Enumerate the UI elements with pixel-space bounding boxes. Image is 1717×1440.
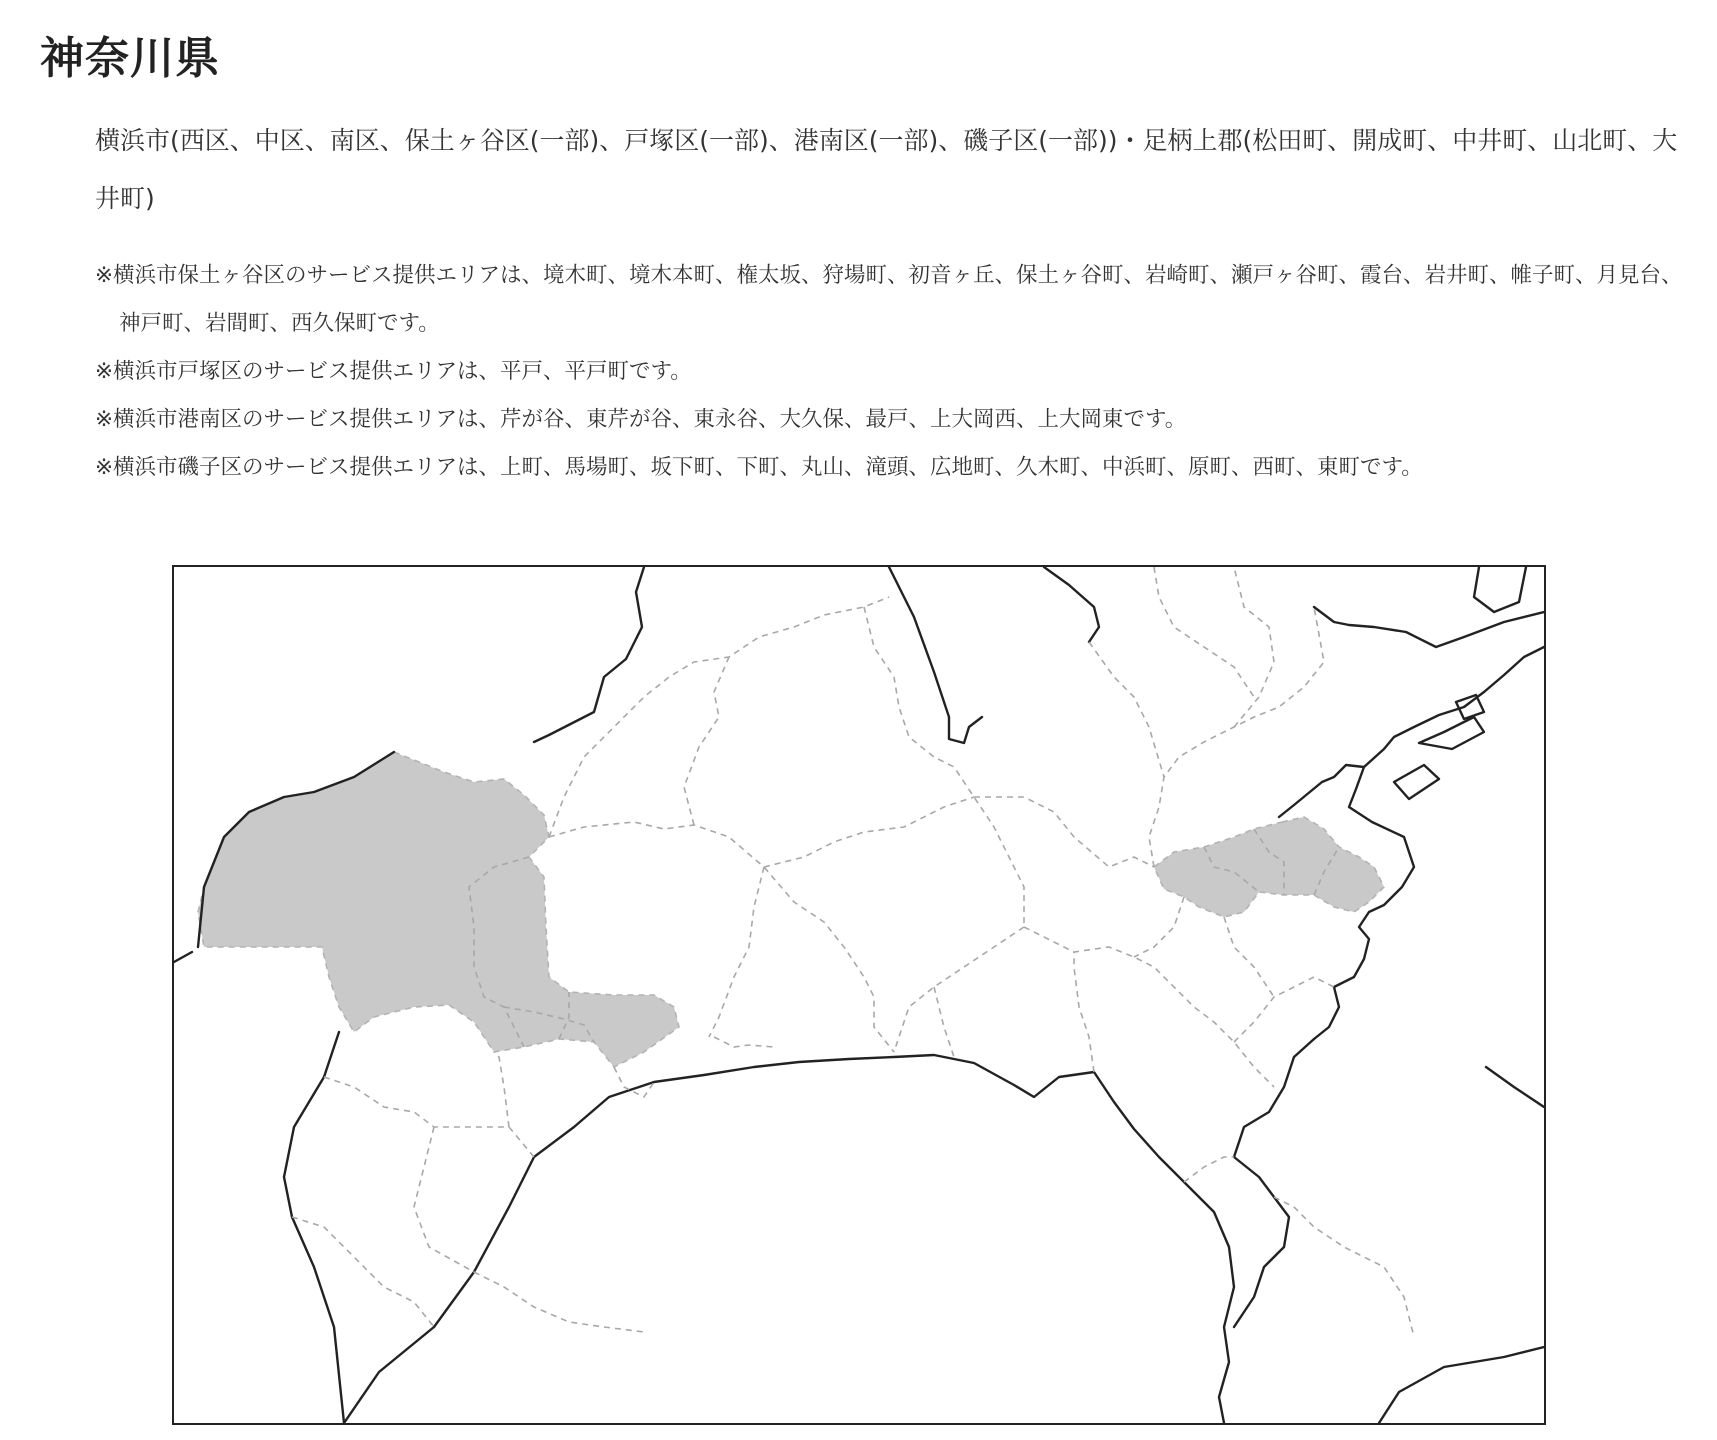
- service-area-description: 横浜市(西区、中区、南区、保土ヶ谷区(一部)、戸塚区(一部)、港南区(一部)、磯子区(一部))・足柄上郡(松田町、開成町、中井町、山北町、大井町): [95, 126, 1678, 213]
- sagami-bay-coastline: [344, 1055, 1234, 1423]
- highlight-region-ashigarakami: [198, 752, 679, 1067]
- municipal-border-3: [684, 657, 729, 825]
- west-prefecture-line: [284, 1032, 344, 1423]
- east-island-line: [1486, 1067, 1544, 1107]
- municipal-border-15: [1234, 977, 1334, 1042]
- municipal-border-22: [494, 1052, 509, 1127]
- kanagawa-map-svg: [174, 567, 1544, 1423]
- municipal-border-5: [709, 867, 764, 1037]
- municipal-border-9: [894, 927, 1024, 1052]
- yokohama-harbor-edge: [1279, 647, 1544, 817]
- municipal-border-12: [1234, 567, 1274, 727]
- municipal-border-20: [324, 1077, 534, 1157]
- yokohama-waterfront: [1314, 607, 1544, 647]
- harbor-pier-1: [1419, 717, 1484, 749]
- municipal-border-6: [864, 607, 1024, 927]
- service-area-notes: [95, 252, 1685, 492]
- note-isogo: ※横浜市磯子区のサービス提供エリアは、上町、馬場町、坂下町、下町、丸山、滝頭、広地町、久木町、中浜町、原町、西町、東町です。: [95, 455, 1423, 480]
- harbor-pier-2: [1394, 765, 1439, 799]
- municipal-border-19: [292, 1217, 434, 1327]
- highlight-region-yokohama: [1154, 817, 1384, 917]
- municipal-border-8: [1024, 927, 1274, 1087]
- note-hodogaya: ※横浜市保土ヶ谷区のサービス提供エリアは、境木町、境木本町、権太坂、狩場町、初音ヶ丘、保土ヶ谷町、岩崎町、瀬戸ヶ谷町、霞台、岩井町、帷子町、月見台、神戸町、岩間町、西久保町です。: [95, 263, 1683, 336]
- east-coast-line: [1474, 567, 1526, 612]
- municipal-border-21: [414, 1127, 474, 1272]
- municipal-border-2: [549, 597, 889, 837]
- tokyo-bay-coastline: [534, 567, 644, 742]
- municipal-border-27: [1224, 917, 1274, 997]
- municipal-border-25: [1074, 952, 1094, 1072]
- municipal-border-18: [474, 1272, 644, 1332]
- miura-peninsula-east: [1234, 1039, 1314, 1327]
- municipal-border-26: [934, 987, 954, 1057]
- municipal-border-14: [1134, 897, 1184, 957]
- note-konan: ※横浜市港南区のサービス提供エリアは、芹が谷、東芹が谷、東永谷、大久保、最戸、上大岡西、上大岡東です。: [95, 407, 1187, 432]
- northwest-boundary: [174, 952, 192, 962]
- municipal-border-16: [1184, 1157, 1234, 1182]
- municipal-border-7: [974, 797, 1154, 867]
- municipal-border-4: [764, 797, 974, 867]
- note-totsuka: ※横浜市戸塚区のサービス提供エリアは、平戸、平戸町です。: [95, 359, 692, 384]
- tokyo-bay-river-2: [889, 567, 982, 743]
- miura-south-tip: [1379, 1347, 1544, 1423]
- tokyo-bay-river-1: [1044, 567, 1099, 642]
- service-area-map: [172, 565, 1546, 1425]
- municipal-border-17: [1274, 1197, 1414, 1337]
- municipal-border-11: [1089, 642, 1164, 777]
- page-title: 神奈川県: [40, 33, 220, 84]
- municipal-border-24: [714, 1037, 774, 1047]
